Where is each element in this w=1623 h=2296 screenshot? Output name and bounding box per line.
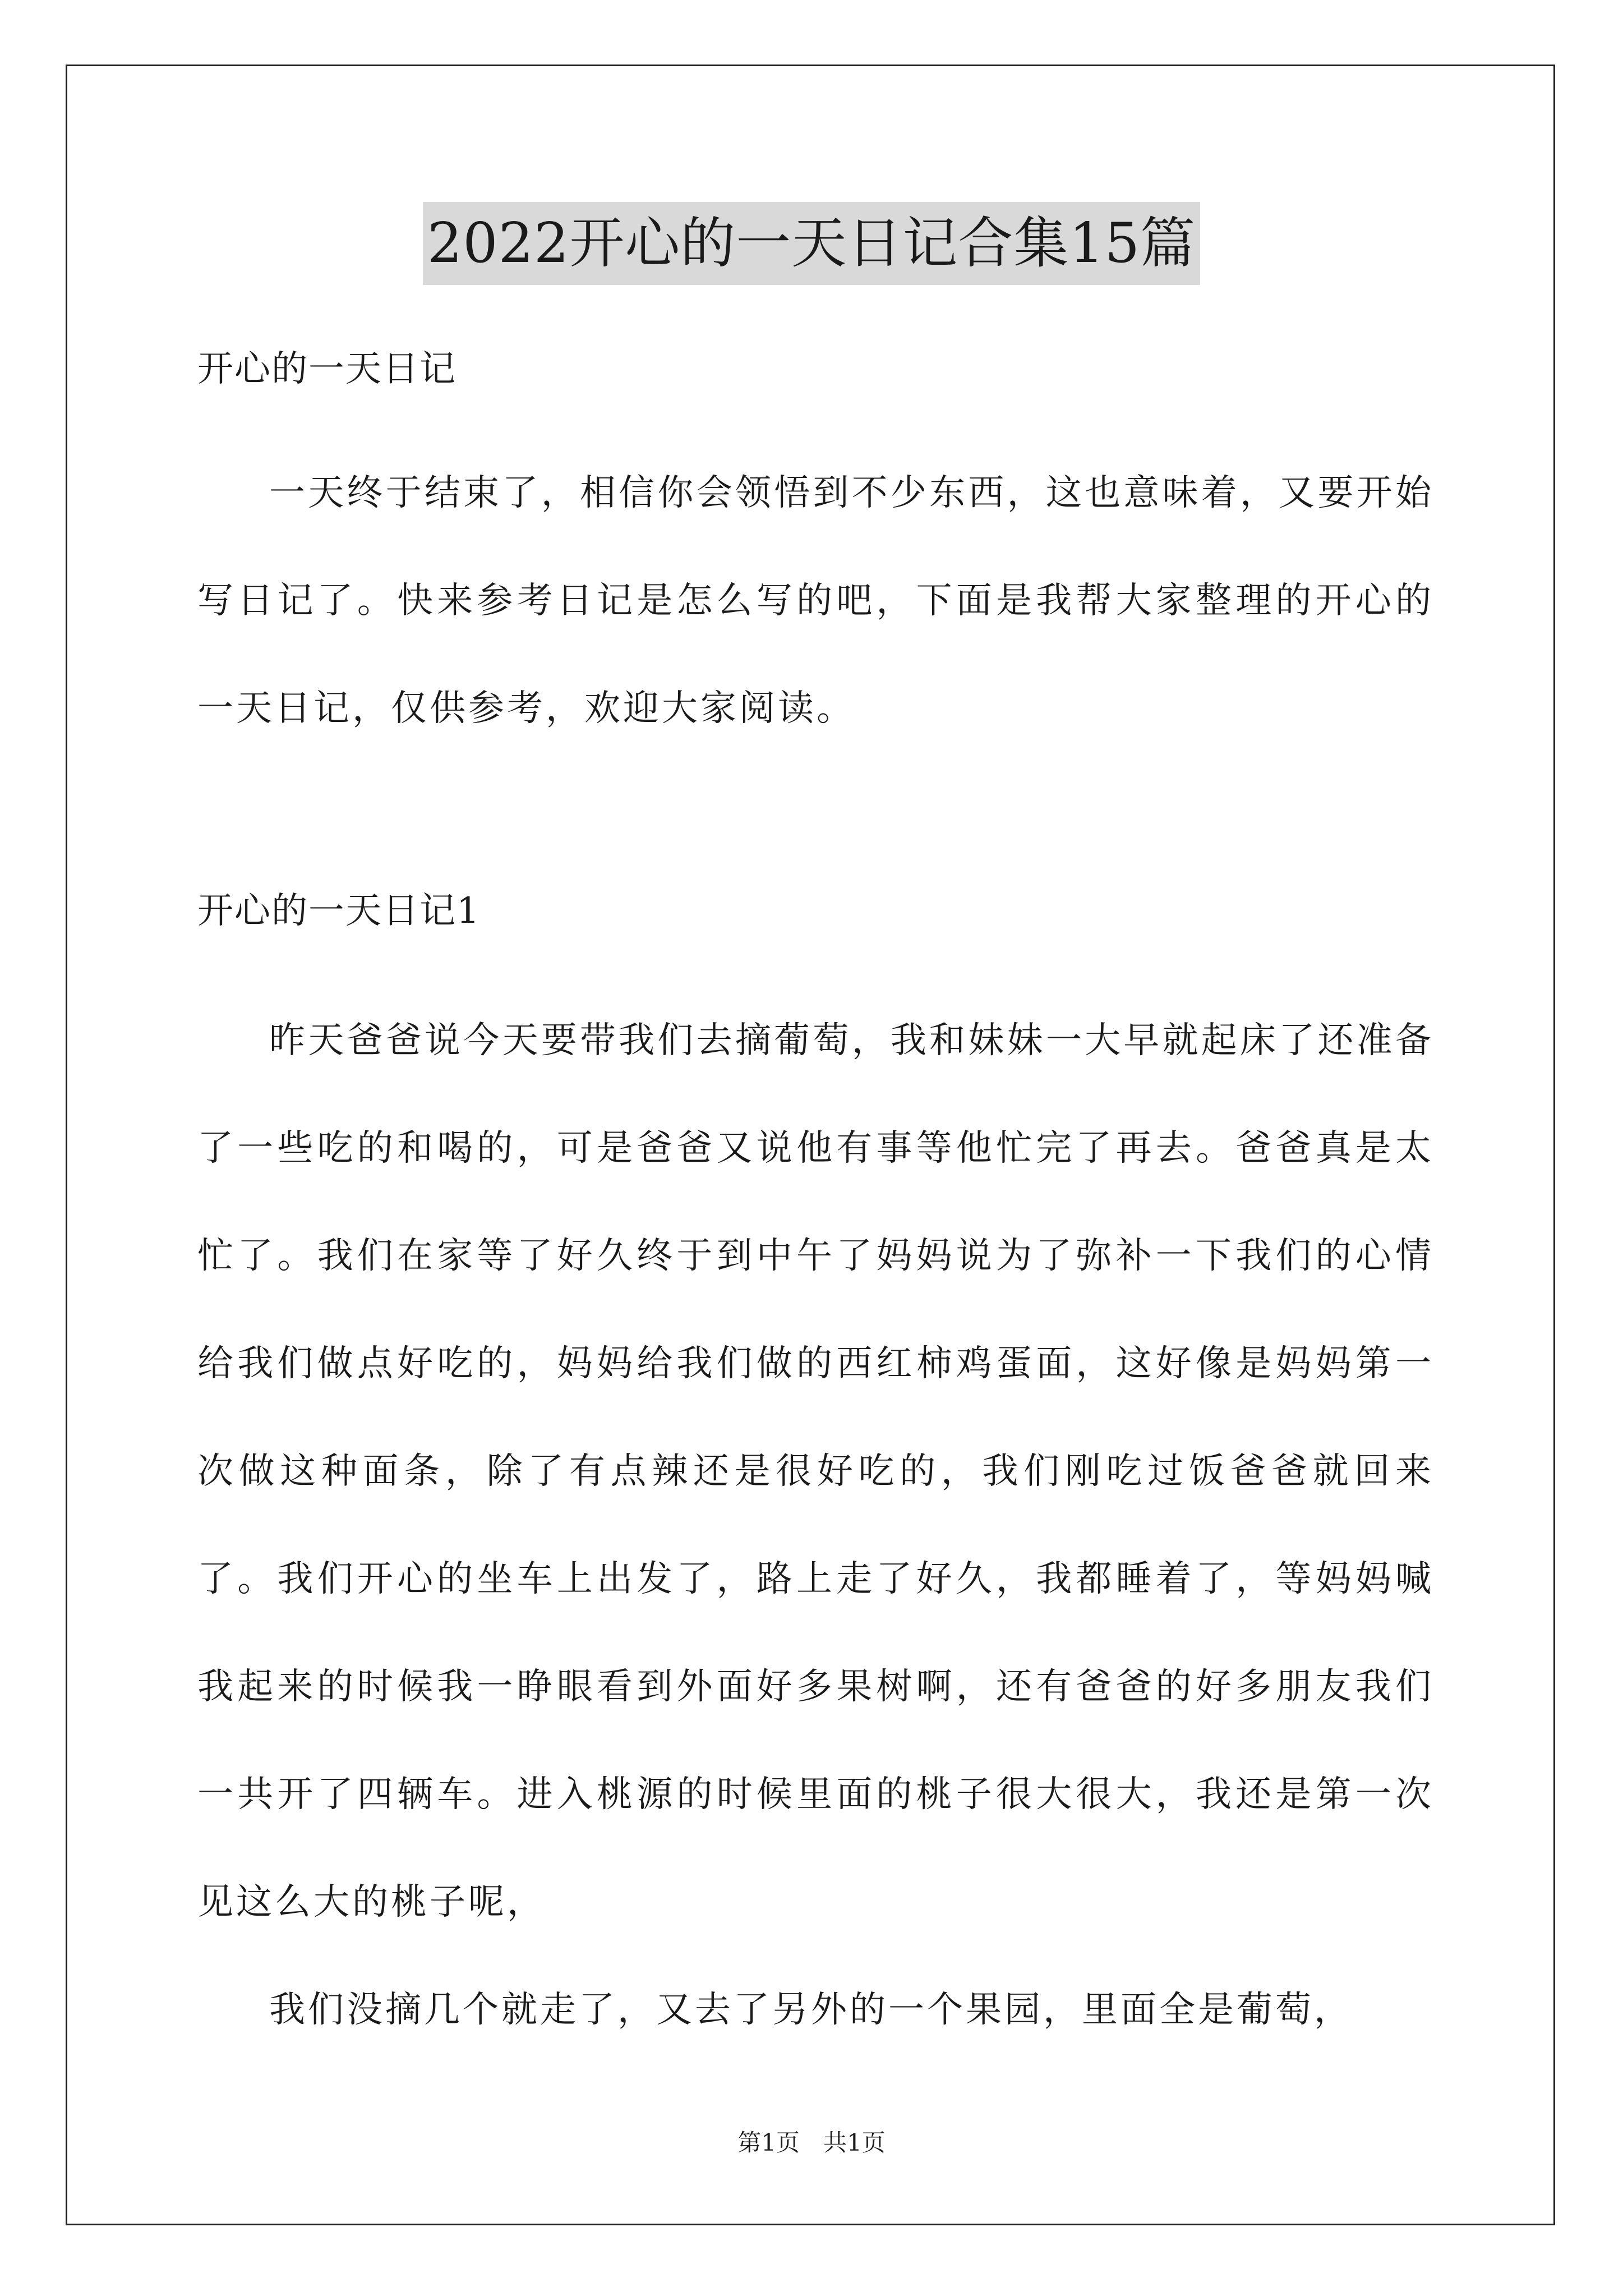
document-title: 2022开心的一天日记合集15篇 xyxy=(423,202,1200,285)
page-number-footer: 第1页 共1页 xyxy=(737,2129,886,2156)
intro-paragraph: 一天终于结束了，相信你会领悟到不少东西，这也意味着，又要开始写日记了。快来参考日记是怎么写的吧，下面是我帮大家整理的开心的一天日记，仅供参考，欢迎大家阅读。 xyxy=(197,472,1434,729)
title-container xyxy=(0,202,1623,285)
section-heading-1: 开心的一天日记1 xyxy=(197,890,481,932)
diary-paragraph-2: 我们没摘几个就走了，又去了另外的一个果园，里面全是葡萄， xyxy=(269,1989,1353,2031)
section-heading-intro: 开心的一天日记 xyxy=(197,348,457,390)
document-body xyxy=(197,337,1434,2064)
diary-paragraph-1: 昨天爸爸说今天要带我们去摘葡萄，我和妹妹一大早就起床了还准备了一些吃的和喝的，可是爸爸又说他有事等他忙完了再去。爸爸真是太忙了。我们在家等了好久终于到中午了妈妈说为了弥补一下我们的心情给我们做点好吃的，妈妈给我们做的西红柿鸡蛋面，这好像是妈妈第一次做这种面条，除了有点辣还是很好吃的，我们刚吃过饭爸爸就回来了。我们开心的坐车上出发了，路上走了好久，我都睡着了，等妈妈喊我起来的时候我一睁眼看到外面好多果树啊，还有爸爸的好多朋友我们一共开了四辆车。进入桃源的时候里面的桃子很大很大，我还是第一次见这么大的桃子呢， xyxy=(197,1020,1434,1923)
